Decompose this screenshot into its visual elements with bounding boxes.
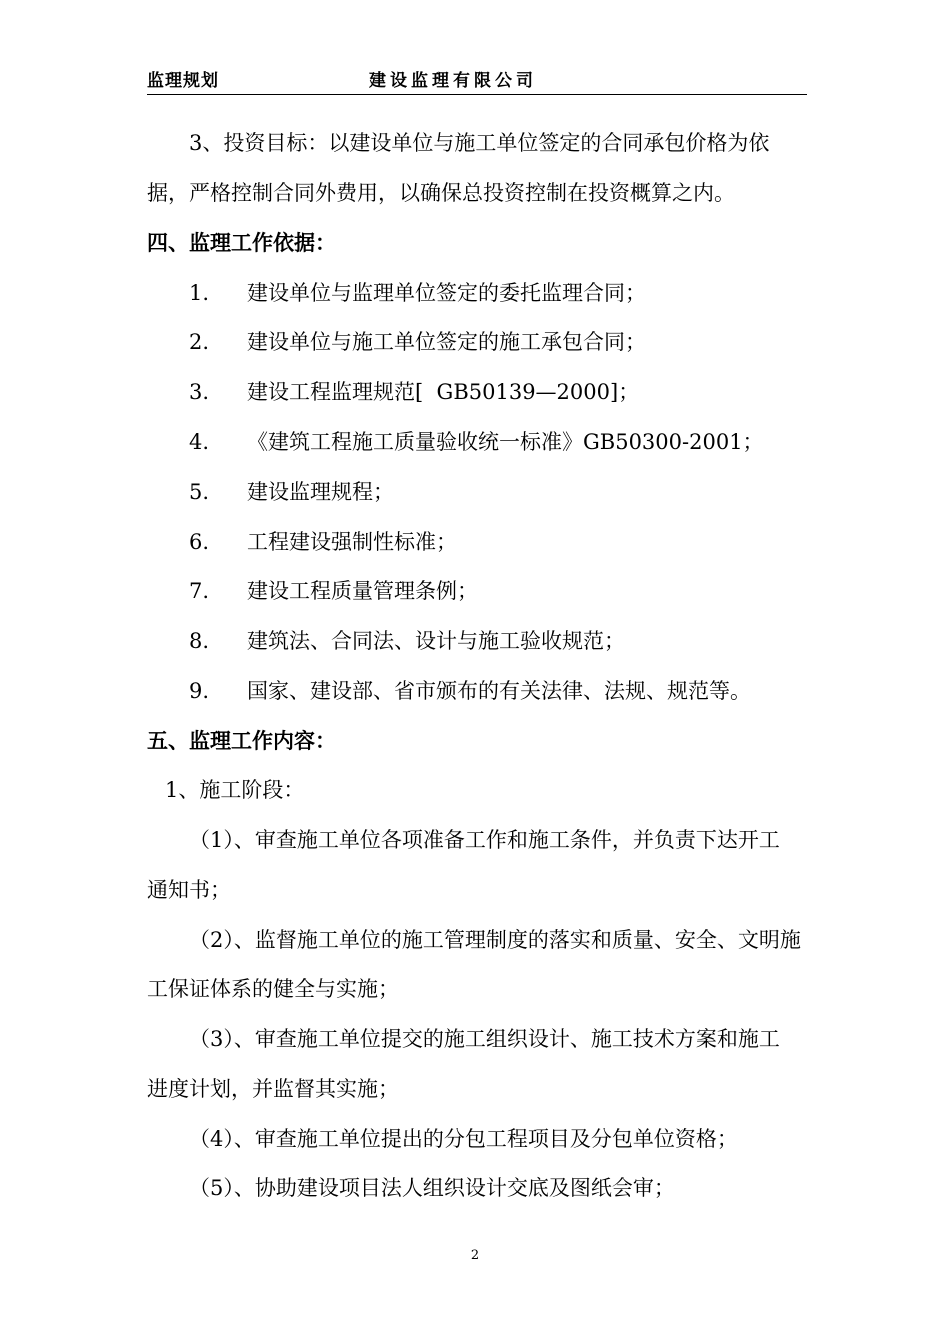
list-item-text: 《建筑工程施工质量验收统一标准》GB50300-2001；: [247, 430, 764, 454]
list-item-text: 建设工程质量管理条例；: [247, 579, 478, 603]
list-item-text: 建设工程监理规范[ GB50139—2000]；: [247, 380, 640, 404]
list-item-number: 1.: [189, 281, 210, 305]
paragraph-2-line-2: 工保证体系的健全与实施；: [147, 977, 399, 1001]
header-company-name: 建设监理有限公司: [369, 71, 537, 91]
list-item-text: 建筑法、合同法、设计与施工验收规范；: [247, 629, 625, 653]
list-item-text: 建设监理规程；: [247, 480, 394, 504]
list-item-number: 8.: [189, 629, 210, 653]
paragraph-2-line-1: （2）、监督施工单位的施工管理制度的落实和质量、安全、文明施: [189, 928, 801, 952]
list-item-text: 国家、建设部、省市颁布的有关法律、法规、规范等。: [247, 679, 751, 703]
section-4-title: 四、监理工作依据：: [147, 230, 336, 255]
investment-line-2: 据，严格控制合同外费用，以确保总投资控制在投资概算之内。: [147, 181, 735, 205]
section-5-subtitle: 1、施工阶段：: [165, 778, 305, 802]
header-doc-title: 监理规划: [147, 71, 219, 91]
investment-line-1: 3、投资目标：以建设单位与施工单位签定的合同承包价格为依: [189, 131, 770, 155]
list-item-number: 3.: [189, 380, 210, 404]
page-header: [147, 66, 807, 94]
list-item-text: 建设单位与监理单位签定的委托监理合同；: [247, 281, 646, 305]
header-divider: [147, 94, 807, 95]
list-item-number: 2.: [189, 330, 210, 354]
section-5-title: 五、监理工作内容：: [147, 728, 336, 753]
page-number: 2: [470, 1248, 480, 1263]
list-item-number: 9.: [189, 679, 210, 703]
list-item-number: 4.: [189, 430, 210, 454]
list-item-number: 5.: [189, 480, 210, 504]
list-item-number: 6.: [189, 530, 210, 554]
paragraph-5: （5）、协助建设项目法人组织设计交底及图纸会审；: [189, 1176, 675, 1200]
list-item-number: 7.: [189, 579, 210, 603]
list-item-text: 建设单位与施工单位签定的施工承包合同；: [247, 330, 646, 354]
list-item-text: 工程建设强制性标准；: [247, 530, 457, 554]
paragraph-1-line-2: 通知书；: [147, 878, 231, 902]
paragraph-3-line-1: （3）、审查施工单位提交的施工组织设计、施工技术方案和施工: [189, 1027, 780, 1051]
paragraph-4: （4）、审查施工单位提出的分包工程项目及分包单位资格；: [189, 1127, 738, 1151]
paragraph-3-line-2: 进度计划，并监督其实施；: [147, 1077, 399, 1101]
paragraph-1-line-1: （1）、审查施工单位各项准备工作和施工条件，并负责下达开工: [189, 828, 780, 852]
